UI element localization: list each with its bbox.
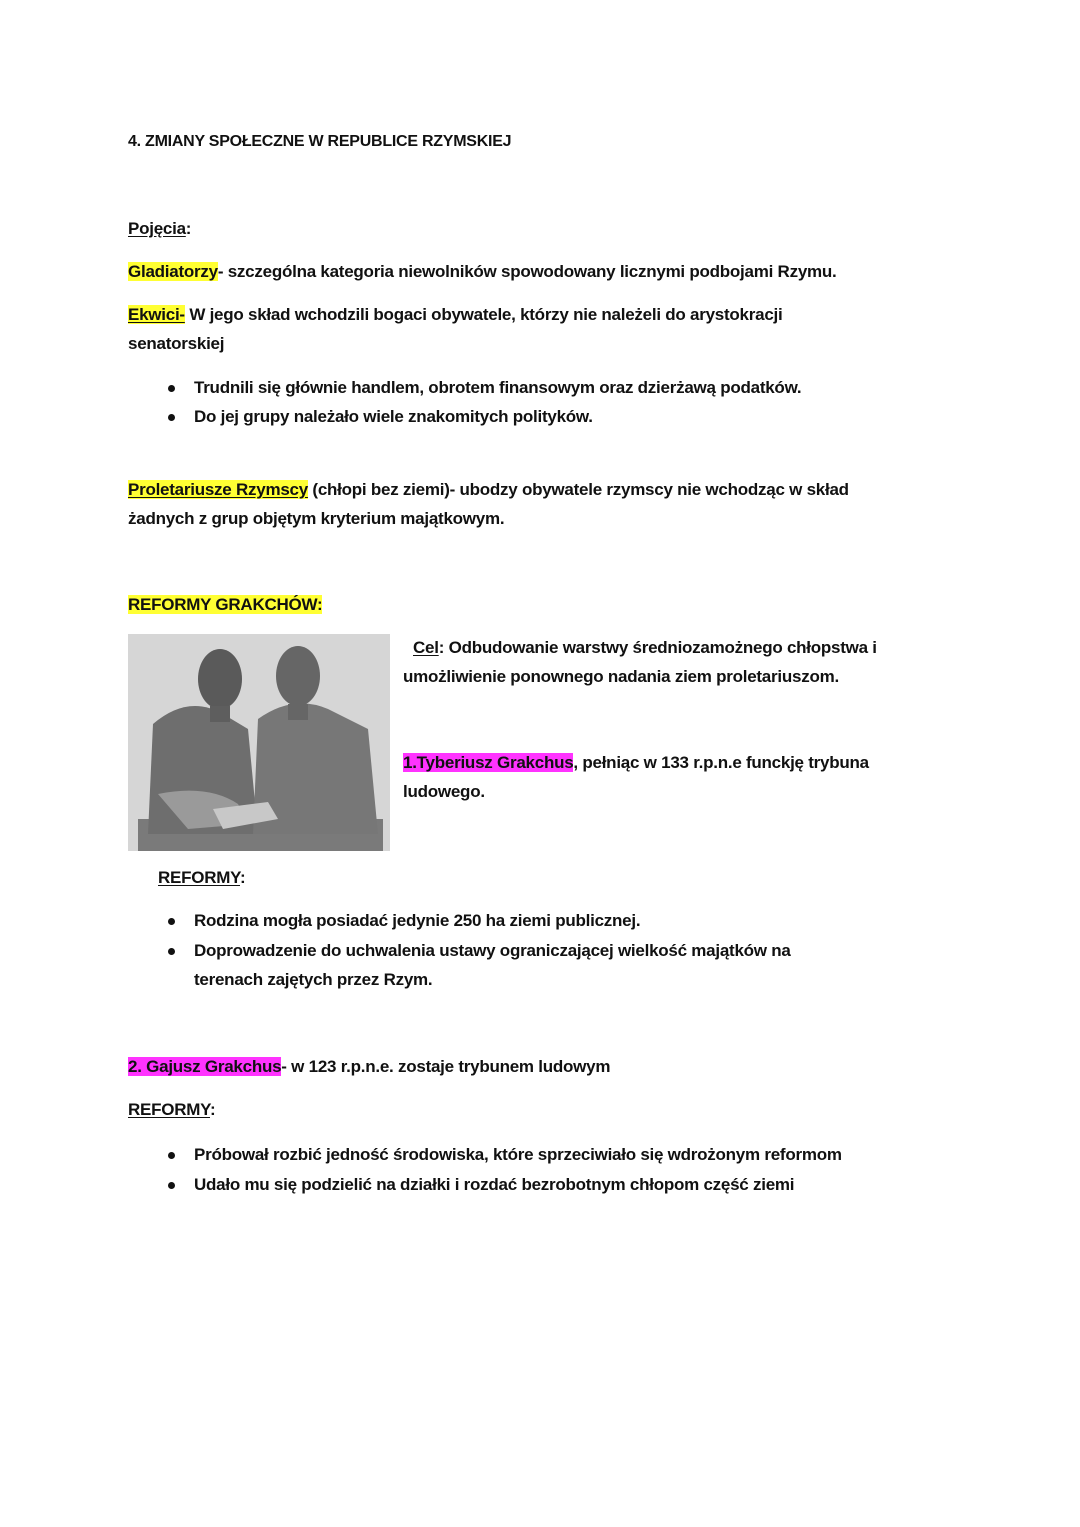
bullet-icon [168, 918, 175, 925]
gajusz-line [128, 1056, 610, 1078]
gajusz-name: 2. Gajusz Grakchus [128, 1057, 282, 1076]
definition-text: - szczególna kategoria niewolników spowodowany licznymi podbojami Rzymu. [217, 262, 837, 281]
bullet-icon [168, 414, 175, 421]
colon: : [210, 1100, 216, 1119]
reforms-heading [128, 594, 322, 616]
definition-text: W jego skład wchodzili bogaci obywatele, którzy nie należeli do arystokracji [184, 305, 783, 324]
bullet-icon [168, 1182, 175, 1189]
tyberiusz-line [403, 752, 869, 774]
concepts-heading [128, 218, 191, 240]
statue-image [128, 634, 390, 851]
goal-text: : Odbudowanie warstwy średniozamożnego chłopstwa i [438, 638, 877, 657]
bullet-icon [168, 385, 175, 392]
list-item: Trudnili się głównie handlem, obrotem finansowym oraz dzierżawą podatków. [194, 378, 802, 397]
bullet-icon [168, 1152, 175, 1159]
page-title: 4. ZMIANY SPOŁECZNE W REPUBLICE RZYMSKIEJ [128, 133, 512, 150]
ekwici-definition [128, 304, 782, 326]
reforms-label: REFORMY [158, 868, 240, 887]
goal-line [413, 637, 877, 659]
term-gladiatorzy: Gladiatorzy [128, 262, 218, 281]
goal-label: Cel [413, 638, 439, 657]
list-item: Doprowadzenie do uchwalenia ustawy ograniczającej wielkość majątków na [194, 941, 791, 960]
bullet-icon [168, 948, 175, 955]
concepts-heading-text: Pojęcia [128, 219, 186, 238]
list-item: Rodzina mogła posiadać jedynie 250 ha ziemi publicznej. [194, 911, 641, 930]
colon: : [240, 868, 246, 887]
reforms-label: REFORMY [128, 1100, 210, 1119]
tyberiusz-reforms-heading [158, 867, 245, 889]
tyberiusz-name: 1.Tyberiusz Grakchus [403, 753, 574, 772]
gracchi-statue-photo [128, 634, 390, 851]
list-item: Próbował rozbić jedność środowiska, które sprzeciwiało się wdrożonym reformom [194, 1145, 842, 1164]
list-item-cont: terenach zajętych przez Rzym. [194, 970, 433, 989]
term-proletariusze: Proletariusze Rzymscy [128, 480, 308, 499]
list-item: Do jej grupy należało wiele znakomitych polityków. [194, 407, 593, 426]
tyberiusz-text: , pełniąc w 133 r.p.n.e funckję trybuna [573, 753, 869, 772]
gajusz-text: - w 123 r.p.n.e. zostaje trybunem ludowym [281, 1057, 611, 1076]
proletariusze-definition [128, 479, 849, 501]
gladiatorzy-definition [128, 261, 837, 283]
list-item: Udało mu się podzielić na działki i rozdać bezrobotnym chłopom część ziemi [194, 1175, 795, 1194]
goal-text-cont: umożliwienie ponownego nadania ziem proletariuszom. [403, 667, 839, 686]
colon: : [185, 219, 192, 238]
definition-text: (chłopi bez ziemi)- ubodzy obywatele rzymscy nie wchodząc w skład [307, 480, 849, 499]
definition-text-cont: senatorskiej [128, 334, 225, 353]
tyberiusz-text-cont: ludowego. [403, 782, 485, 801]
reforms-heading-text: REFORMY GRAKCHÓW: [128, 595, 323, 614]
definition-text-cont: żadnych z grup objętym kryterium majątkowym. [128, 509, 505, 528]
term-ekwici: Ekwici- [128, 305, 185, 324]
gajusz-reforms-heading [128, 1099, 215, 1121]
